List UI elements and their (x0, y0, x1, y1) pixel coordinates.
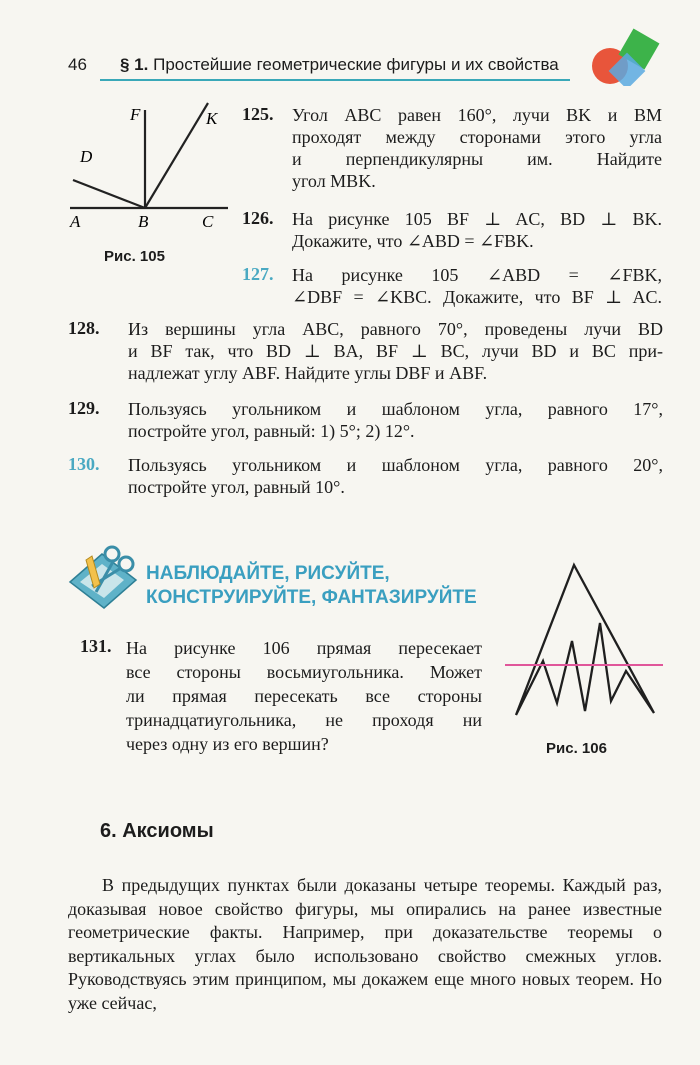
label-d: D (80, 147, 93, 166)
tools-icon (66, 540, 144, 612)
section-6-paragraph: В предыдущих пунктах были доказаны четыре теоремы. Каждый раз, доказывая новое свойство фигуры, мы опирались на ранее известные геометрические факты. Например, при доказательстве теоремы о вертикальных углах было использовано свойство смежных углов. Руководствуясь этим принципом, мы докажем еще много новых теорем. Но уже сейчас, (68, 875, 662, 1013)
task-127-text (292, 264, 662, 308)
header-shapes-icon (588, 28, 668, 86)
task-130-line: Пользуясь угольником и шаблоном угла, равного 20°, (128, 455, 663, 475)
banner-line-1: НАБЛЮДАЙТЕ, РИСУЙТЕ, (146, 563, 390, 584)
ray-bk (145, 103, 208, 208)
task-131-line: На рисунке 106 прямая пересекает (126, 638, 482, 658)
task-125-line: и перпендикулярны им. Найдите (292, 149, 662, 169)
header-rule (100, 79, 570, 81)
task-126-number: 126. (242, 208, 274, 228)
task-131-text (126, 636, 482, 756)
task-130-line: постройте угол, равный 10°. (128, 477, 345, 497)
task-127-line: На рисунке 105 ∠ABD = ∠FBK, (292, 265, 662, 285)
task-128-line: Из вершины угла ABC, равного 70°, проведены лучи BD (128, 319, 663, 339)
task-130-number: 130. (68, 454, 100, 474)
task-126-line: Докажите, что ∠ABD = ∠FBK. (292, 231, 534, 251)
task-129-text (128, 398, 663, 442)
task-126-text (292, 208, 662, 252)
task-130-text (128, 454, 663, 498)
ray-bd (73, 180, 145, 208)
section-6-title: 6. Аксиомы (100, 820, 214, 842)
octagon-shape (516, 565, 654, 715)
label-b: B (138, 212, 149, 231)
banner-line-2: КОНСТРУИРУЙТЕ, ФАНТАЗИРУЙТЕ (146, 587, 477, 608)
figure-105-caption: Рис. 105 (104, 248, 165, 265)
task-129-line: постройте угол, равный: 1) 5°; 2) 12°. (128, 421, 415, 441)
activity-banner (146, 562, 477, 610)
label-k: K (206, 109, 218, 128)
task-131-line: все стороны восьмиугольника. Может (126, 662, 482, 682)
task-129-line: Пользуясь угольником и шаблоном угла, равного 17°, (128, 399, 663, 419)
task-128-line: и BF так, что BD ⊥ BA, BF ⊥ BC, лучи BD и BC при- (128, 341, 663, 361)
task-125-line: проходят между сторонами этого угла (292, 127, 662, 147)
task-125-line: Угол ABC равен 160°, лучи BK и BM (292, 105, 662, 125)
section-marker: § 1. (120, 55, 149, 74)
label-f: F (130, 105, 141, 124)
label-c: C (202, 212, 214, 231)
label-a: A (70, 212, 81, 231)
task-128-number: 128. (68, 318, 100, 338)
task-131-line: тринадцатиугольника, не проходя ни (126, 710, 482, 730)
section-title: Простейшие геометрические фигуры и их свойства (153, 55, 559, 74)
task-129-number: 129. (68, 398, 100, 418)
task-127-line: ∠DBF = ∠KBC. Докажите, что BF ⊥ AC. (292, 287, 662, 307)
task-128-line: надлежат углу ABF. Найдите углы DBF и ABF. (128, 363, 488, 383)
figure-106-caption: Рис. 106 (546, 740, 607, 757)
figure-105 (68, 98, 238, 233)
page-number: 46 (68, 55, 87, 74)
task-131-line: через одну из его вершин? (126, 734, 329, 754)
task-125-number: 125. (242, 104, 274, 124)
running-header (120, 55, 559, 75)
figure-106 (505, 555, 665, 725)
task-125-line: угол MBK. (292, 171, 376, 191)
task-131-number: 131. (80, 636, 112, 656)
task-125-text (292, 104, 662, 192)
task-126-line: На рисунке 105 BF ⊥ AC, BD ⊥ BK. (292, 209, 662, 229)
task-131-line: ли прямая пересекать все стороны (126, 686, 482, 706)
task-128-text (128, 318, 663, 384)
task-127-number: 127. (242, 264, 274, 284)
